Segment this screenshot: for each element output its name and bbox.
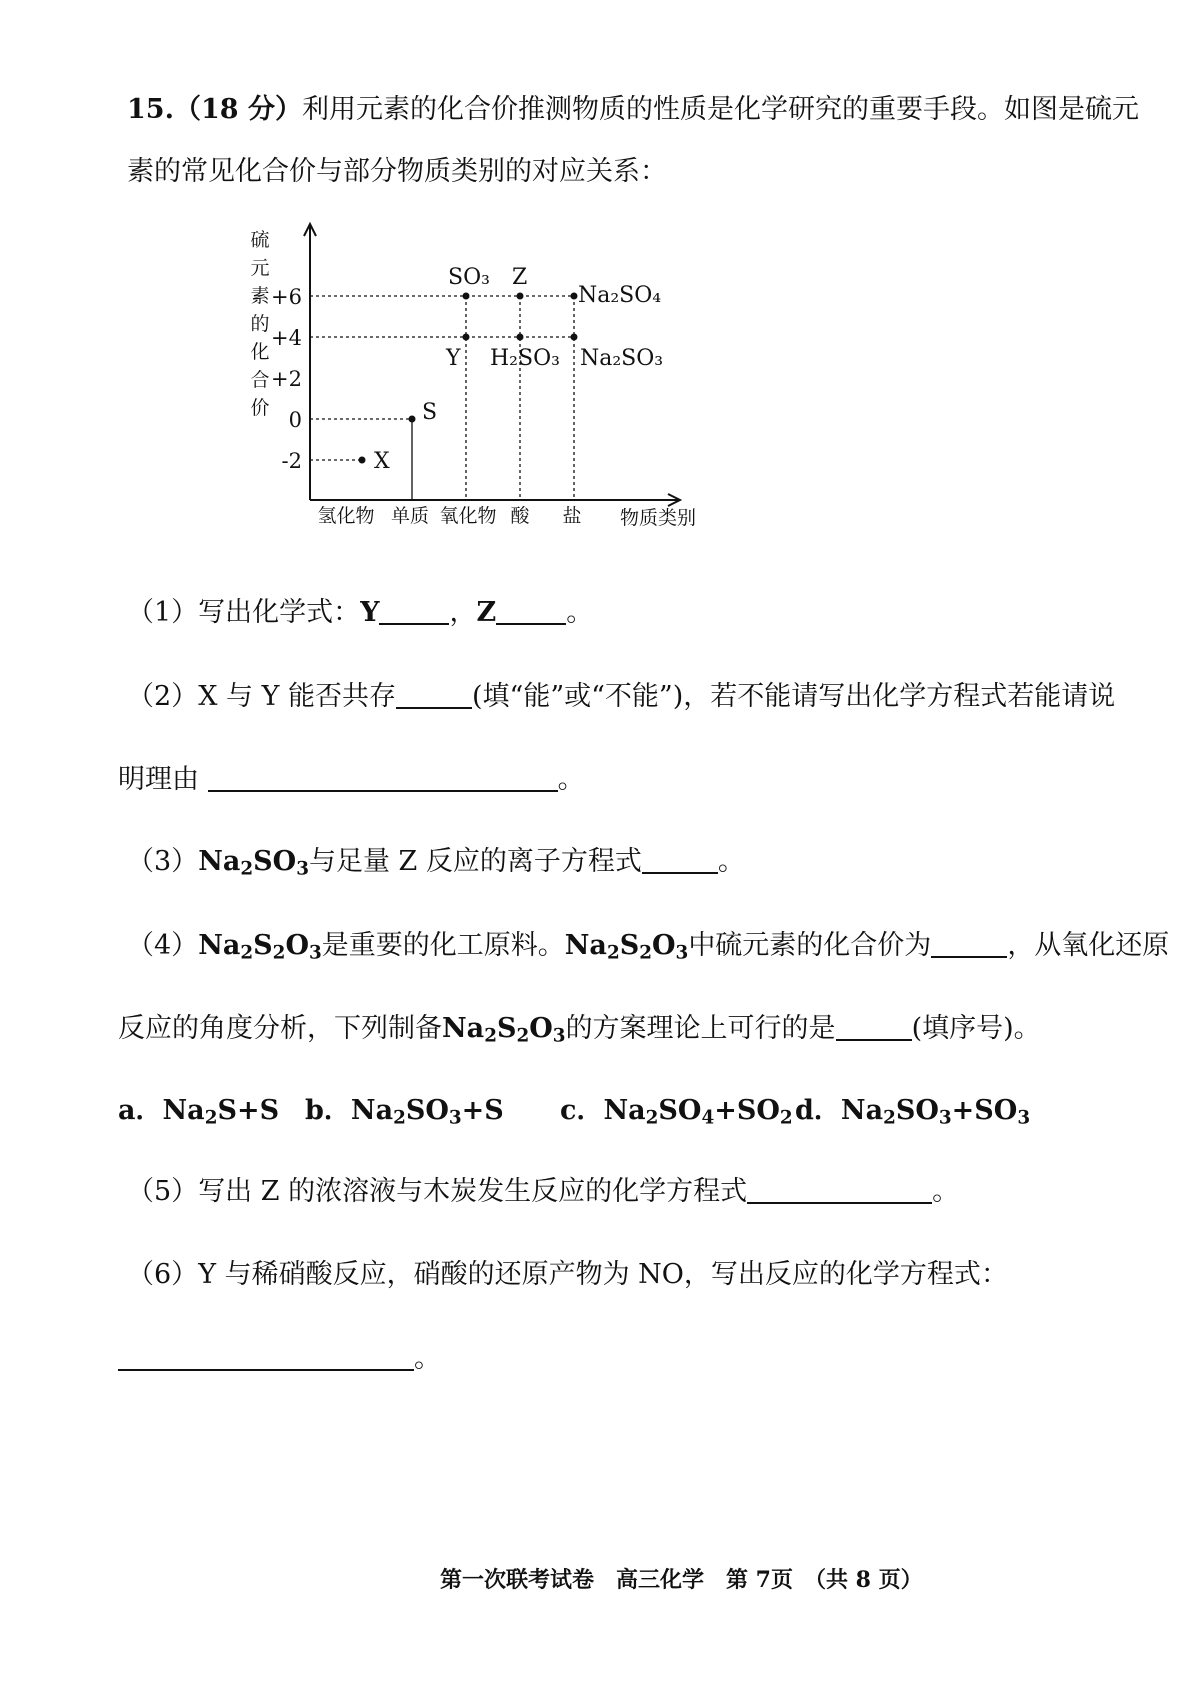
data-point bbox=[571, 293, 578, 300]
q2-text-a: X 与 Y 能否共存 bbox=[198, 681, 396, 712]
q2-blank-2[interactable] bbox=[208, 764, 558, 792]
q2-end: 。 bbox=[557, 764, 585, 795]
question-score: （18 分） bbox=[173, 94, 302, 125]
y-axis-title-char: 素 bbox=[250, 285, 270, 307]
q2-text-b: (填“能”或“不能”)，若不能请写出化学方程式若能请说 bbox=[471, 681, 1116, 712]
option-c-label: c． bbox=[560, 1095, 604, 1126]
q6-label: （6） bbox=[127, 1259, 199, 1290]
data-point bbox=[409, 416, 416, 423]
y-tick-label: 0 bbox=[288, 408, 302, 432]
q1-label: （1）写出化学式： bbox=[127, 597, 361, 628]
q5-line bbox=[127, 1175, 959, 1209]
q4-blank-2[interactable] bbox=[836, 1013, 912, 1041]
q4-text-a: 是重要的化工原料。 bbox=[321, 930, 565, 961]
data-point bbox=[463, 334, 470, 341]
q5-label: （5） bbox=[127, 1176, 199, 1207]
point-label: Na₂SO₄ bbox=[578, 283, 662, 308]
point-label: SO₃ bbox=[448, 265, 490, 290]
question-intro-2: 素的常见化合价与部分物质类别的对应关系： bbox=[127, 156, 667, 187]
x-category-label: 酸 bbox=[510, 505, 530, 527]
q5-end: 。 bbox=[932, 1176, 960, 1207]
q5-blank[interactable] bbox=[747, 1176, 932, 1204]
y-tick-label: +4 bbox=[271, 326, 302, 350]
q4-text-c: ，从氧化还原 bbox=[1007, 930, 1170, 961]
option-b-label: b． bbox=[305, 1095, 351, 1126]
point-label: H₂SO₃ bbox=[490, 346, 560, 371]
option-a-label: a． bbox=[118, 1095, 163, 1126]
q4-blank-1[interactable] bbox=[931, 930, 1007, 958]
data-point bbox=[571, 334, 578, 341]
question-stem-line-2 bbox=[127, 155, 667, 189]
point-label: Y bbox=[446, 346, 461, 371]
q4-label: （4） bbox=[127, 930, 199, 961]
question-number: 15. bbox=[127, 94, 174, 125]
x-category-label: 盐 bbox=[562, 505, 582, 527]
q6-blank[interactable] bbox=[118, 1343, 414, 1371]
page-footer: 第一次联考试卷 高三化学 第 7页 （共 8 页） bbox=[440, 1567, 923, 1593]
q1-line bbox=[127, 596, 593, 630]
q1-end: 。 bbox=[566, 597, 594, 628]
point-label: X bbox=[374, 449, 390, 474]
q3-end: 。 bbox=[717, 846, 745, 877]
q1-z: Z bbox=[476, 597, 497, 628]
point-label: Na₂SO₃ bbox=[580, 346, 664, 371]
q1-sep: ， bbox=[449, 597, 477, 628]
q4-formula-2: $Na_2S_2O_3$ bbox=[564, 930, 689, 964]
y-axis-title-char: 化 bbox=[250, 341, 270, 363]
y-axis-title-char: 合 bbox=[250, 369, 270, 391]
q3-blank[interactable] bbox=[642, 846, 718, 874]
option-b: b．$Na_2SO_3+S$ bbox=[305, 1095, 504, 1129]
q2-blank-1[interactable] bbox=[396, 681, 472, 709]
q3-text: 与足量 Z 反应的离子方程式 bbox=[308, 846, 642, 877]
question-intro-1: 利用元素的化合价推测物质的性质是化学研究的重要手段。如图是硫元 bbox=[301, 94, 1139, 125]
q4-formula-1: $Na_2S_2O_3$ bbox=[198, 930, 322, 964]
option-c: c．$Na_2SO_4+SO_2$ bbox=[560, 1095, 793, 1129]
q4-text-b: 中硫元素的化合价为 bbox=[688, 930, 932, 961]
q4-text-f: (填序号)。 bbox=[911, 1013, 1041, 1044]
data-point bbox=[517, 293, 524, 300]
y-tick-label: +6 bbox=[271, 285, 302, 309]
q6-line-1 bbox=[127, 1258, 1008, 1292]
option-a: a．$Na_2S+S$ bbox=[118, 1095, 280, 1129]
q6-text: Y 与稀硝酸反应，硝酸的还原产物为 NO，写出反应的化学方程式 bbox=[198, 1259, 981, 1290]
data-point bbox=[517, 334, 524, 341]
x-axis-title: 物质类别 bbox=[619, 507, 697, 529]
q4-line-2 bbox=[118, 1012, 1041, 1046]
y-axis-title-char: 元 bbox=[250, 257, 270, 279]
x-category-label: 单质 bbox=[390, 505, 430, 527]
point-label: Z bbox=[512, 265, 528, 290]
q1-y: Y bbox=[360, 597, 380, 628]
y-axis-title-char: 硫 bbox=[250, 229, 270, 251]
y-tick-label: -2 bbox=[281, 449, 302, 473]
x-category-label: 氧化物 bbox=[439, 505, 497, 527]
q6-colon: ： bbox=[980, 1259, 1008, 1290]
q4-text-d: 反应的角度分析，下列制备 bbox=[118, 1013, 442, 1044]
q4-text-e: 的方案理论上可行的是 bbox=[565, 1013, 836, 1044]
sulfur-valence-diagram bbox=[248, 218, 718, 538]
option-d: d．$Na_2SO_3+SO_3$ bbox=[795, 1095, 1031, 1129]
question-stem-line-1 bbox=[127, 93, 1139, 127]
data-point bbox=[359, 457, 366, 464]
q2-line-1 bbox=[127, 680, 1115, 714]
q6-line-2 bbox=[118, 1342, 441, 1376]
q2-text-c: 明理由 bbox=[118, 764, 199, 795]
data-point bbox=[463, 293, 470, 300]
y-axis-title-char: 的 bbox=[250, 313, 270, 335]
y-axis-title-char: 价 bbox=[250, 397, 270, 419]
q1-y-blank[interactable] bbox=[379, 597, 449, 625]
q3-formula: $Na_2SO_3$ bbox=[198, 846, 309, 880]
q4-formula-3: $Na_2S_2O_3$ bbox=[442, 1013, 566, 1047]
q2-label: （2） bbox=[127, 681, 199, 712]
q4-line-1 bbox=[127, 929, 1169, 963]
point-label: S bbox=[422, 400, 438, 425]
q3-label: （3） bbox=[127, 846, 199, 877]
q3-line bbox=[127, 845, 745, 879]
q6-end: 。 bbox=[414, 1343, 441, 1374]
option-d-label: d． bbox=[795, 1095, 841, 1126]
q5-text: 写出 Z 的浓溶液与木炭发生反应的化学方程式 bbox=[198, 1176, 748, 1207]
q1-z-blank[interactable] bbox=[496, 597, 566, 625]
x-category-label: 氢化物 bbox=[317, 505, 375, 527]
q2-line-2 bbox=[118, 763, 585, 797]
y-tick-label: +2 bbox=[271, 367, 302, 391]
